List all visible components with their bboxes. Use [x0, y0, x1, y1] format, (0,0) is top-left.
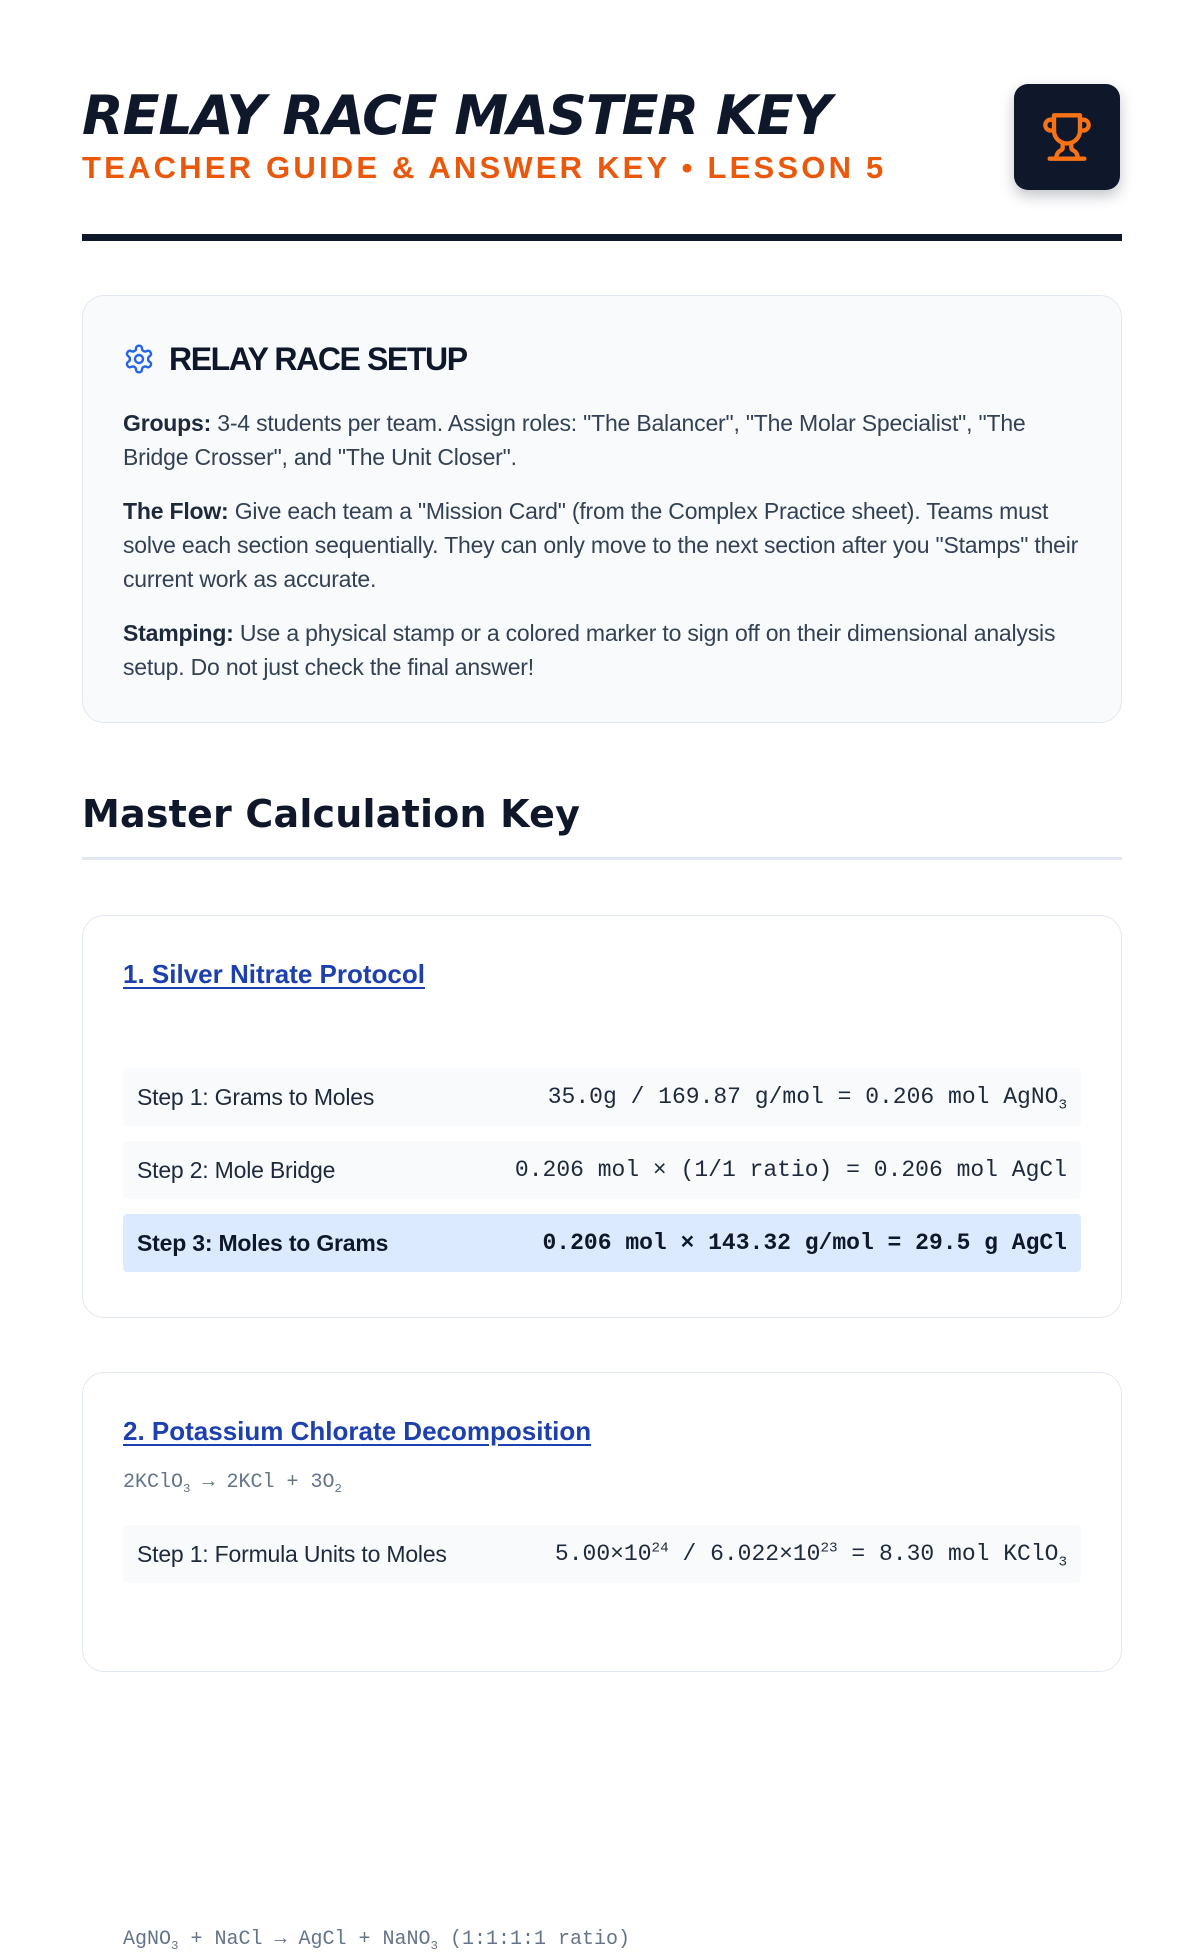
- setup-groups-body: 3-4 students per team. Assign roles: "The Balancer", "The Molar Specialist", "The Bridge Crosser", and "The Unit Closer".: [123, 410, 1026, 470]
- setup-flow-body: Give each team a "Mission Card" (from the Complex Practice sheet). Teams must solve each section sequentially. They can only move to the next section after you "Stamps" their current work as accurate.: [123, 498, 1079, 592]
- setup-stamping-label: Stamping:: [123, 620, 234, 646]
- step-row: [123, 1141, 1081, 1199]
- step-label: Step 2: Mole Bridge: [137, 1156, 336, 1183]
- setup-panel: [82, 295, 1122, 723]
- step-row-final-answer: [123, 1214, 1081, 1272]
- setup-flow-text: [123, 494, 1081, 596]
- gear-icon: [123, 343, 155, 375]
- equation-part: 2KClO: [123, 1471, 184, 1494]
- equation-subscript: 3: [171, 1939, 179, 1953]
- calc-text: / 6.022×10: [668, 1541, 821, 1567]
- setup-header: [123, 334, 1081, 384]
- calc-exponent: 24: [651, 1540, 669, 1557]
- setup-title: RELAY RACE SETUP: [169, 340, 467, 377]
- step-label: Step 3: Moles to Grams: [137, 1229, 389, 1256]
- trophy-icon: [1041, 111, 1093, 163]
- page-subtitle: TEACHER GUIDE & ANSWER KEY • LESSON 5: [82, 150, 887, 185]
- header-divider: [82, 234, 1122, 241]
- equation-subscript: 3: [430, 1939, 438, 1953]
- setup-flow-label: The Flow:: [123, 498, 229, 524]
- trophy-badge: [1014, 84, 1120, 190]
- step-calculation: 0.206 mol × 143.32 g/mol = 29.5 g AgCl: [542, 1230, 1067, 1256]
- step-row: [123, 1068, 1081, 1126]
- page-header: [82, 82, 1122, 242]
- equation-subscript: 3: [183, 1482, 191, 1496]
- section-divider: [82, 857, 1122, 860]
- calc-text: = 8.30 mol KClO: [837, 1541, 1059, 1567]
- calc-exponent: 23: [820, 1540, 838, 1557]
- problem-title: 2. Potassium Chlorate Decomposition: [123, 1416, 592, 1446]
- step-calculation: 0.206 mol × (1/1 ratio) = 0.206 mol AgCl: [514, 1157, 1067, 1183]
- equation-subscript: 2: [334, 1482, 342, 1496]
- calc-subscript: 3: [1058, 1554, 1067, 1571]
- step-calculation: [554, 1540, 1067, 1571]
- equation-part: + NaCl → AgCl + NaNO: [178, 1928, 431, 1951]
- step-label: Step 1: Grams to Moles: [137, 1083, 375, 1110]
- equation-part: → 2KCl + 3O: [190, 1471, 335, 1494]
- equation-part: (1:1:1:1 ratio): [437, 1928, 630, 1951]
- problem-card-potassium-chlorate: [82, 1372, 1122, 1672]
- step-calculation: [547, 1084, 1067, 1114]
- calc-text: 35.0g / 169.87 g/mol = 0.206 mol AgNO: [547, 1084, 1059, 1110]
- reaction-equation: [123, 1928, 630, 1951]
- equation-part: AgNO: [123, 1928, 172, 1951]
- section-title: Master Calculation Key: [82, 792, 581, 836]
- calc-text: 5.00×10: [554, 1541, 652, 1567]
- reaction-equation: [123, 1471, 342, 1494]
- page-title: RELAY RACE MASTER KEY: [82, 84, 831, 147]
- setup-stamping-body: Use a physical stamp or a colored marker to sign off on their dimensional analysis setup. Do not just check the final answer!: [123, 620, 1056, 680]
- setup-stamping-text: [123, 616, 1081, 684]
- step-row: [123, 1525, 1081, 1583]
- problem-title: 1. Silver Nitrate Protocol: [123, 959, 425, 989]
- setup-groups-label: Groups:: [123, 410, 212, 436]
- step-label: Step 1: Formula Units to Moles: [137, 1540, 447, 1567]
- calc-subscript: 3: [1058, 1097, 1067, 1114]
- setup-groups-text: [123, 406, 1081, 474]
